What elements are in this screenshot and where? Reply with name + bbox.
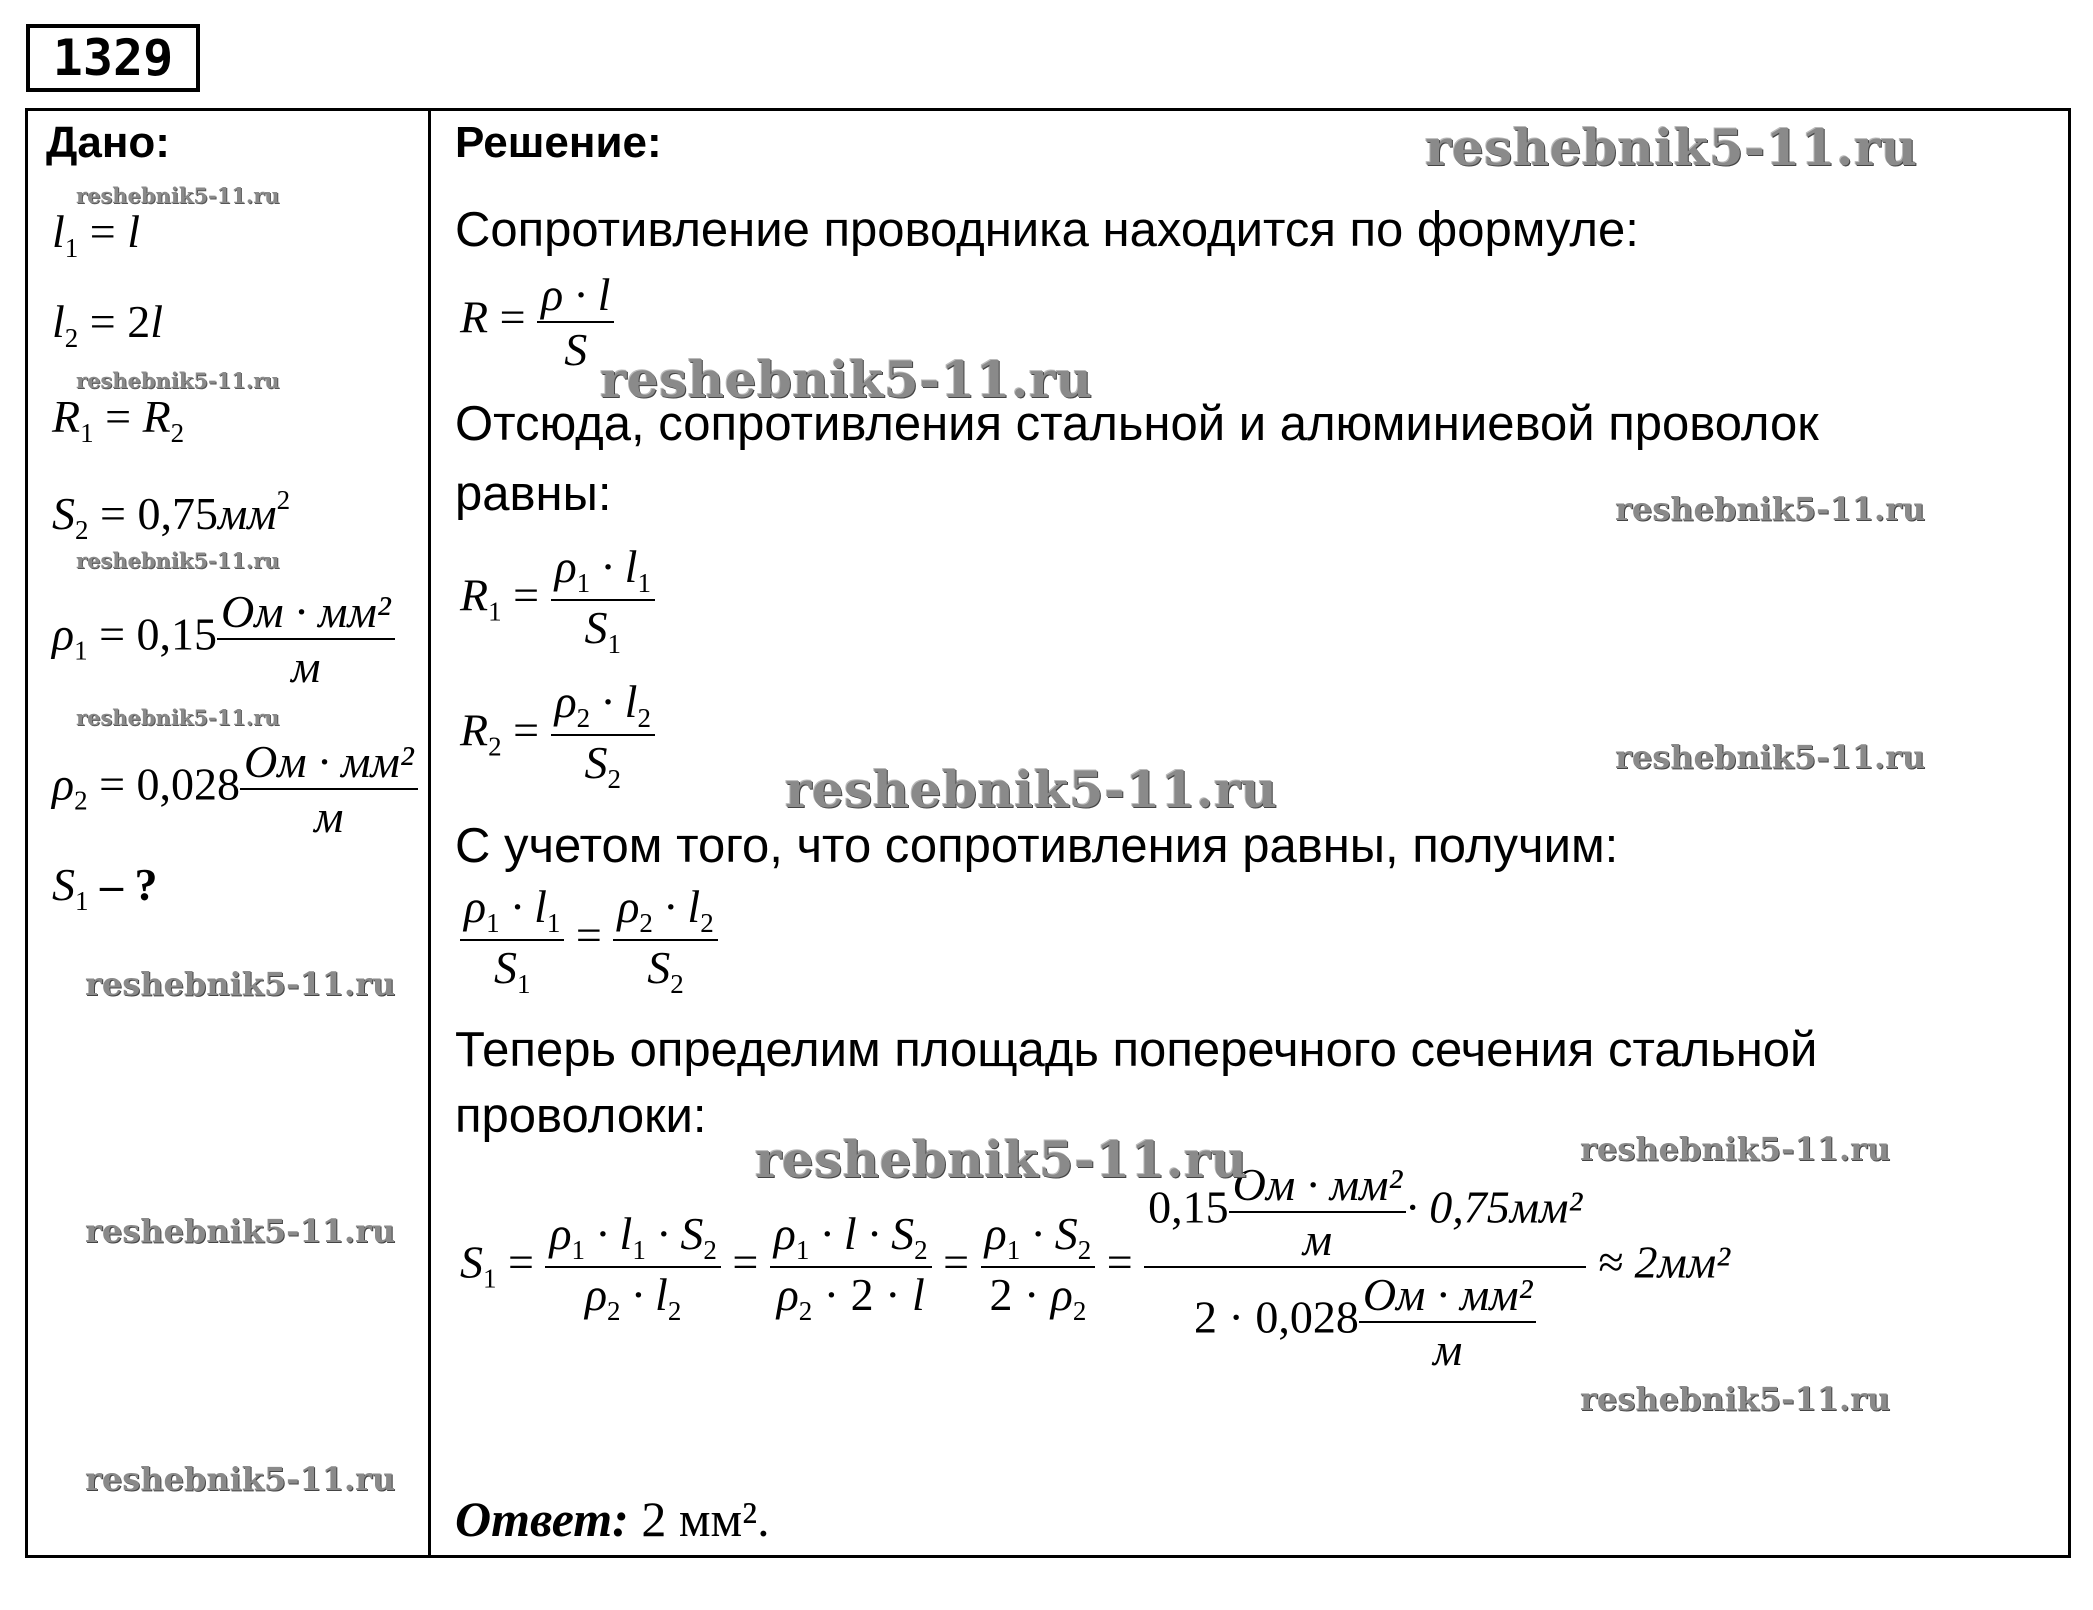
watermark: reshebnik5-11.ru: [1580, 1130, 1891, 1168]
watermark: reshebnik5-11.ru: [85, 1212, 396, 1250]
solution-line-4: С учетом того, что сопротивления равны, получим:: [455, 819, 1619, 873]
given-s2: $S_2 = 0,75мм^2$: [52, 485, 291, 545]
watermark: reshebnik5-11.ru: [76, 705, 280, 730]
watermark: reshebnik5-11.ru: [1615, 738, 1926, 776]
watermark: reshebnik5-11.ru: [85, 965, 396, 1003]
given-l2: $l_2 = 2l$: [52, 296, 164, 353]
problem-number: 1329: [26, 24, 200, 92]
watermark: reshebnik5-11.ru: [1615, 490, 1926, 528]
given-rho1: $\rho_1 = 0,15$ $\frac{\text{Ом · мм²}}{м}$: [52, 585, 395, 693]
calc-result: ≈ 2мм²: [1597, 1236, 1731, 1288]
answer: [455, 1490, 770, 1548]
calc-den-a: 2 · 0,028: [1194, 1291, 1359, 1343]
watermark: reshebnik5-11.ru: [85, 1460, 396, 1498]
watermark: reshebnik5-11.ru: [76, 183, 280, 208]
solution-line-2: Отсюда, сопротивления стальной и алюминиевой проволок: [455, 397, 1819, 451]
solution-line-5: Теперь определим площадь поперечного сечения стальной: [455, 1023, 1818, 1077]
calc-unit-den-1: м: [1229, 1211, 1407, 1266]
answer-label: Ответ:: [455, 1491, 629, 1547]
column-divider: [428, 108, 431, 1555]
calc-unit-num-2: Ом · мм²: [1362, 1269, 1533, 1320]
calc-unit-num-1: Ом · мм²: [1232, 1159, 1403, 1210]
calc-num-b: · 0,75мм²: [1406, 1181, 1583, 1233]
given-title: Дано:: [46, 118, 170, 167]
formula-r1: $R_1$ = $\frac{\rho_1 \cdot l_1}{S_1}$: [460, 540, 655, 660]
watermark: reshebnik5-11.ru: [600, 350, 1093, 409]
solution-line-1: Сопротивление проводника находится по формуле:: [455, 203, 1639, 257]
watermark: reshebnik5-11.ru: [1425, 118, 1918, 177]
given-r-eq: $R_1 = R_2$: [52, 391, 185, 448]
given-rho2: $\rho_2 = 0,028$ $\frac{\text{Ом · мм²}}{м}$: [52, 735, 418, 843]
rho2-unit-den: м: [240, 788, 418, 843]
given-find: $S_1$ – ?: [52, 859, 158, 916]
rho1-unit-num: Ом · мм²: [221, 586, 391, 637]
formula-r2: $R_2$ = $\frac{\rho_2 \cdot l_2}{S_2}$: [460, 675, 655, 795]
formula-s1: $S_1$ = $\frac{\rho_1 \cdot l_1 \cdot S_2}{\rho_2 \cdot l_2}$ = $\frac{\rho_1 \cdot l \cdot S_2}{\rho_2 \cdot 2 \cdot l}$ = $\frac{\rho_1 \cdot S_2}{2 \cdot \rho_2}$ = 0,15 $\frac{\text{Ом · мм²}}{м}$ · 0,75мм² 2 · 0,028 $\frac{\text{Ом · мм²}}{м}$ ≈ 2мм²: [460, 1159, 1731, 1375]
formula-r: R = $\frac{\rho \cdot l}{S}$: [460, 268, 614, 376]
solution-line-6: проволоки:: [455, 1089, 707, 1143]
watermark: reshebnik5-11.ru: [76, 548, 280, 573]
answer-value: 2 мм².: [641, 1491, 770, 1547]
watermark: reshebnik5-11.ru: [76, 368, 280, 393]
watermark: reshebnik5-11.ru: [1580, 1380, 1891, 1418]
formula-eq: $\frac{\rho_1 \cdot l_1}{S_1}$ = $\frac{\rho_2 \cdot l_2}{S_2}$: [460, 880, 718, 1000]
solution-line-3: равны:: [455, 467, 612, 521]
solution-title: Решение:: [455, 118, 662, 167]
rho1-unit-den: м: [217, 638, 395, 693]
calc-unit-den-2: м: [1359, 1321, 1537, 1376]
given-l1: $l_1 = l$: [52, 206, 141, 263]
rho2-unit-num: Ом · мм²: [244, 736, 414, 787]
calc-num-a: 0,15: [1148, 1181, 1229, 1233]
watermark: reshebnik5-11.ru: [785, 760, 1278, 819]
watermark: reshebnik5-11.ru: [755, 1130, 1248, 1189]
